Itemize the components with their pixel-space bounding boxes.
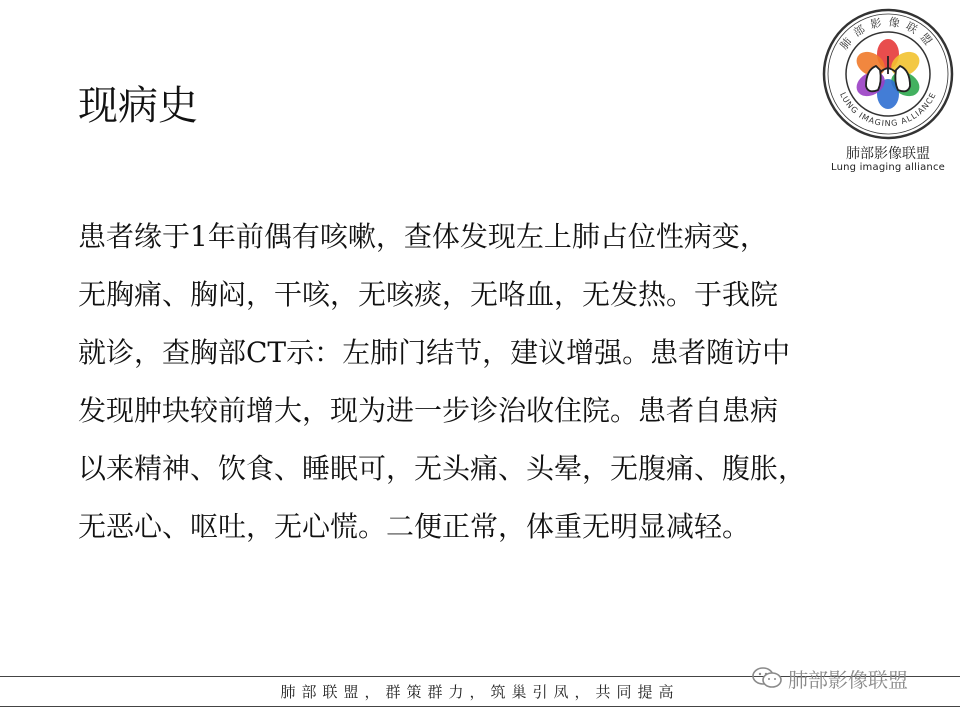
footer-divider-bottom xyxy=(0,706,960,707)
lung-imaging-alliance-logo xyxy=(818,4,958,176)
paragraph-line: 无恶心、呕吐，无心慌。二便正常，体重无明显减轻。 xyxy=(78,510,751,543)
watermark-text: 肺部影像联盟 xyxy=(788,667,908,692)
paragraph-line: 患者缘于1年前偶有咳嗽，查体发现左上肺占位性病变， xyxy=(78,220,768,253)
logo-caption-en: Lung imaging alliance xyxy=(830,162,945,173)
paragraph-line: 发现肿块较前增大，现为进一步诊治收住院。患者自患病 xyxy=(78,394,779,427)
wechat-watermark xyxy=(752,664,908,692)
slide-title: 现病史 xyxy=(78,83,198,129)
logo-emblem xyxy=(818,4,958,144)
logo-ring-text-en: LUNG IMAGING ALLIANCE xyxy=(838,90,938,129)
paragraph-line: 就诊，查胸部CT示：左肺门结节，建议增强。患者随访中 xyxy=(78,336,791,369)
logo-ring-text-cn: 肺部影像联盟 xyxy=(837,15,939,53)
footer-slogan: 肺部联盟，群策群力，筑巢引凤，共同提高 xyxy=(280,683,680,701)
history-paragraph xyxy=(78,208,878,556)
wechat-icon xyxy=(752,667,782,689)
logo-caption-cn: 肺部影像联盟 xyxy=(846,146,930,162)
paragraph-line: 以来精神、饮食、睡眠可，无头痛、头晕，无腹痛、腹胀， xyxy=(78,452,807,485)
paragraph-line: 无胸痛、胸闷，干咳，无咳痰，无咯血，无发热。于我院 xyxy=(78,278,779,311)
